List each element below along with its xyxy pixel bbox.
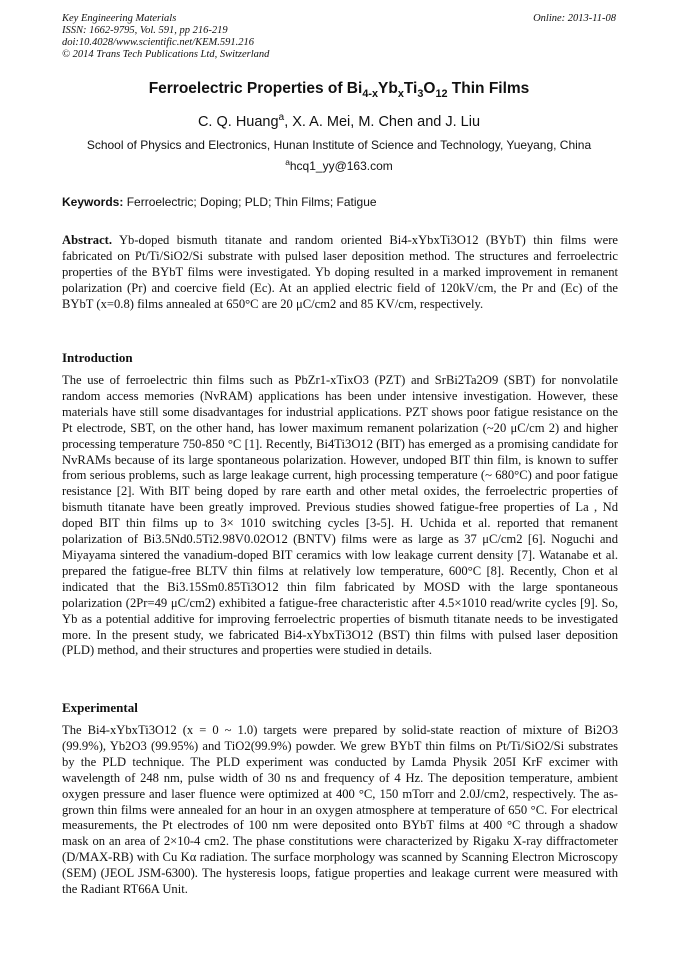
section-heading-introduction: Introduction: [62, 350, 133, 365]
issn-line: ISSN: 1662-9795, Vol. 591, pp 216-219: [62, 25, 228, 36]
abstract-label: Abstract.: [62, 233, 113, 247]
paper-title: Ferroelectric Properties of $Bi_{4-x}Yb_xTi_3O_{12}$ Thin Films: [148, 80, 530, 101]
keywords-label: Keywords:: [62, 195, 124, 209]
section-heading-experimental: Experimental: [62, 700, 138, 715]
online-date: Online: 2013-11-08: [533, 13, 616, 24]
introduction-paragraph: The use of ferroelectric thin films such as PbZr1-xTixO3 (PZT) and SrBi2Ta2O9 (SBT) for nonvolatile random access memories (NvRAM) applications has been under intensive investigation. However, these materials have still some disadvantages for industrial applications. PZT shows poor fatigue resistance on the Pt electrode, SBT, on the other hand, has lower maximum remanent polarization (~20 μC/cm 2) and higher processing temperature 750-850 °C [1]. Recently, Bi4Ti3O12 (BIT) has emerged as a promising candidate for NvRAMs because of its large spontaneous polarization. However, undoped BIT thin film, is known to suffer from serious problems, such as large leakage current, high processing temperature (~ 680°C) and poor fatigue resistance [2]. With BIT being doped by rare earth and other metal oxides, the ferroelectric properties of bismuth titanate have been greatly improved. Previous studies showed fatigue-free properties of La , Nd doped BIT thin films up to 3× 1010 switching cycles [3-5]. H. Uchida et al. reported that remanent polarization of Bi3.5Nd0.5Ti2.98V0.02O12 (BNTV) films were as large as 37 μC/cm2 [6]. Noguchi and Miyayama sintered the vanadium-doped BIT ceramics with low leakage current density [7]. Watanabe et al. prepared the fatigue-free BLTV thin films at relatively low temperature, 600°C [8]. Recently, Chon et al indicated that the Bi3.15Sm0.85Ti3O12 thin film fabricated by MOSD with the large spontaneous polarization (2Pr=49 μC/cm2) exhibited a fatigue-free characteristic after 4.5×1010 read/write cycles [9]. So, Yb as a potential additive for improving ferroelectric properties of bismuth titanate needs to be investigated more. In the present study, we fabricated Bi4-xYbxTi3O12 (BST) thin films with pulsed laser deposition (PLD) method, and their structures and properties were studied in details.: [62, 373, 618, 658]
abstract: [62, 233, 618, 313]
author-email: $^a$hcq1_yy@163.com: [285, 157, 393, 173]
author-list: C. Q. Huang$^a$, X. A. Mei, M. Chen and J. Liu: [197, 112, 481, 130]
affiliation: School of Physics and Electronics, Hunan Institute of Science and Technology, Yueyang, China: [86, 138, 592, 152]
copyright-line: © 2014 Trans Tech Publications Ltd, Switzerland: [62, 49, 270, 60]
keywords: Keywords: Ferroelectric; Doping; PLD; Thin Films; Fatigue: [62, 195, 377, 209]
doi-line: doi:10.4028/www.scientific.net/KEM.591.216: [62, 37, 254, 48]
experimental-paragraph: The Bi4-xYbxTi3O12 (x = 0 ~ 1.0) targets were prepared by solid-state reaction of mixture of Bi2O3 (99.9%), Yb2O3 (99.95%) and TiO2(99.9%) powder. We grew BYbT thin films on Pt/Ti/SiO2/Si substrates by the PLD technique. The PLD experiment was conducted by Lamda Physik 205I KrF excimer with wavelength of 248 nm, pulse width of 30 ns and frequency of 4 Hz. The deposition temperature, ambient oxygen pressure and laser fluence were optimized at 400 °C, 150 mTorr and 2.0J/cm2, respectively. The as-grown thin films were annealed for an hour in an oxygen atmosphere at temperature of 650 °C. For electrical measurements, the Pt electrodes of 100 nm were deposited onto BYbT films at 400 °C through a shadow mask on an area of 2×10-4 cm2. The phase constitutions were characterized by Rigaku X-ray diffractometer (D/MAX-RB) with Cu Kα radiation. The surface morphology was scanned by Scanning Electron Microscopy (SEM) (JEOL JSM-6300). The hysteresis loops, fatigue properties and leakage current were measured with the Radiant RT66A Unit.: [62, 723, 618, 897]
journal-header: [62, 13, 269, 61]
journal-name: Key Engineering Materials: [62, 13, 177, 24]
abstract-text: Yb-doped bismuth titanate and random oriented Bi4-xYbxTi3O12 (BYbT) thin films were fabricated on Pt/Ti/SiO2/Si substrate with pulsed laser deposition method. The structures and ferroelectric properties of the BYbT films were investigated. Yb doping resulted in a marked improvement in remanent polarization (Pr) and coercive field (Ec). At an applied electric field of 120kV/cm, the Pr and (Ec) of the BYbT (x=0.8) films annealed at 650°C are 20 μC/cm2 and 85 KV/cm, respectively.: [62, 233, 618, 311]
